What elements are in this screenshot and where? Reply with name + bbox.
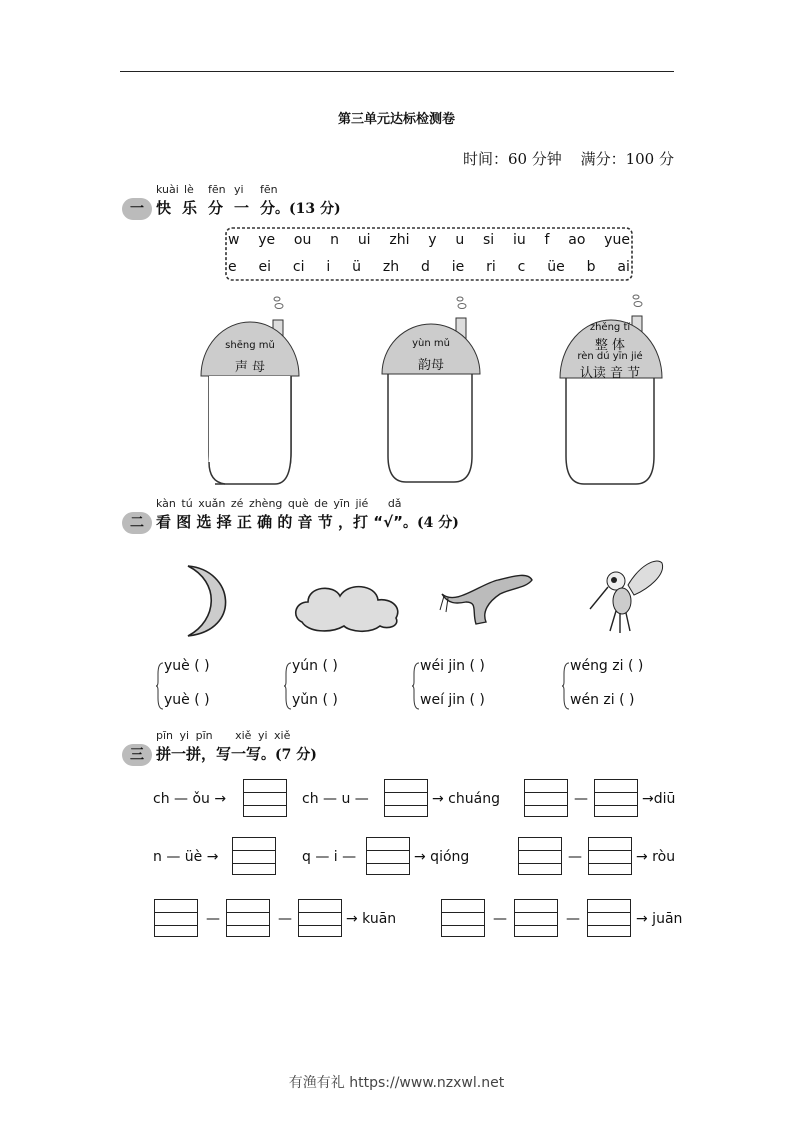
house2-label: 韵母: [417, 358, 444, 373]
exercise-text: —: [574, 791, 588, 807]
exercise-text: —: [278, 911, 292, 927]
answer-box[interactable]: [587, 899, 631, 937]
exercise-text: → qióng: [414, 849, 470, 865]
letter-row-1: w ye ou n ui zhi y u si iu f ao yue: [228, 232, 630, 248]
exercise-text: → chuáng: [432, 791, 500, 807]
answer-box[interactable]: [384, 779, 428, 817]
option[interactable]: weí jin ( ): [420, 692, 485, 708]
house3-pinyin-2: rèn dú yīn jié: [577, 351, 643, 362]
letter-row-2: e ei ci i ü zh d ie ri c üe b ai: [228, 259, 630, 275]
exercise-text: —: [206, 911, 220, 927]
answer-box[interactable]: [226, 899, 270, 937]
cloud-image: [290, 578, 408, 634]
section3-pinyin: pīn yi pīn xiě yi xiě: [156, 729, 291, 742]
answer-box[interactable]: [298, 899, 342, 937]
footer-watermark: 有渔有礼 https://www.nzxwl.net: [288, 1075, 505, 1091]
section2-heading: 二 看 图 选 择 正 确 的 音 节 ，打 “√”。(4 分): [122, 511, 459, 534]
exercise-text: n — üè →: [153, 849, 219, 865]
option[interactable]: wéng zi ( ): [570, 658, 644, 674]
exam-meta: [449, 148, 674, 169]
house3-label: 整 体: [594, 338, 626, 353]
brace-icon: [284, 662, 292, 710]
answer-box[interactable]: [514, 899, 558, 937]
option[interactable]: wén zi ( ): [570, 692, 635, 708]
section-number: 一: [122, 198, 152, 220]
answer-box[interactable]: [594, 779, 638, 817]
house3-pinyin: zhěng tǐ: [589, 322, 631, 333]
house-vowels: [378, 292, 488, 488]
option[interactable]: yún ( ): [292, 658, 338, 674]
option[interactable]: wéi jin ( ): [420, 658, 485, 674]
house1-label: 声 母: [234, 360, 266, 375]
answer-box[interactable]: [441, 899, 485, 937]
option[interactable]: yuè ( ): [164, 692, 210, 708]
moon-image: [170, 560, 250, 640]
mosquito-image: [584, 555, 670, 639]
section-number: 三: [122, 744, 152, 766]
exercise-text: → kuān: [346, 911, 397, 927]
full-score: 满分：100 分: [580, 150, 674, 168]
exercise-text: ch — u —: [302, 791, 369, 807]
exercise-text: →diū: [642, 791, 676, 807]
exercise-text: ch — ǒu →: [153, 791, 227, 807]
house2-pinyin: yùn mǔ: [412, 338, 450, 349]
scarf-image: [436, 566, 536, 630]
answer-box[interactable]: [154, 899, 198, 937]
exercise-text: —: [493, 911, 507, 927]
letter-box: [224, 226, 634, 282]
exercise-text: → ròu: [636, 849, 676, 865]
options-area: [156, 658, 696, 718]
answer-box[interactable]: [518, 837, 562, 875]
brace-icon: [412, 662, 420, 710]
section1-heading: 一 快 乐 分 一 分。(13 分): [122, 197, 341, 220]
answer-box[interactable]: [366, 837, 410, 875]
exercise-text: —: [568, 849, 582, 865]
house-consonants: [195, 292, 305, 488]
section-number: 二: [122, 512, 152, 534]
option[interactable]: yǔn ( ): [292, 692, 338, 708]
section1-pinyin: kuài lè fēn yi fēn: [156, 183, 278, 196]
section3-heading: 三 拼一拼，写一写。(7 分): [122, 743, 317, 766]
option[interactable]: yuè ( ): [164, 658, 210, 674]
exercise-text: → juān: [636, 911, 683, 927]
answer-box[interactable]: [232, 837, 276, 875]
exercise-text: —: [566, 911, 580, 927]
answer-box[interactable]: [588, 837, 632, 875]
brace-icon: [156, 662, 164, 710]
top-rule: [120, 71, 674, 72]
page-title: 第三单元达标检测卷: [337, 112, 455, 127]
house3-label-2: 认读 音 节: [579, 366, 641, 381]
exercise-text: q — i —: [302, 849, 357, 865]
section2-pinyin: kàn tú xuǎn zé zhèng què de yīn jié dǎ: [156, 497, 402, 510]
brace-icon: [562, 662, 570, 710]
answer-box[interactable]: [243, 779, 287, 817]
answer-box[interactable]: [524, 779, 568, 817]
time-limit: 时间：60 分钟: [462, 150, 562, 168]
house1-pinyin: shēng mǔ: [225, 340, 275, 351]
